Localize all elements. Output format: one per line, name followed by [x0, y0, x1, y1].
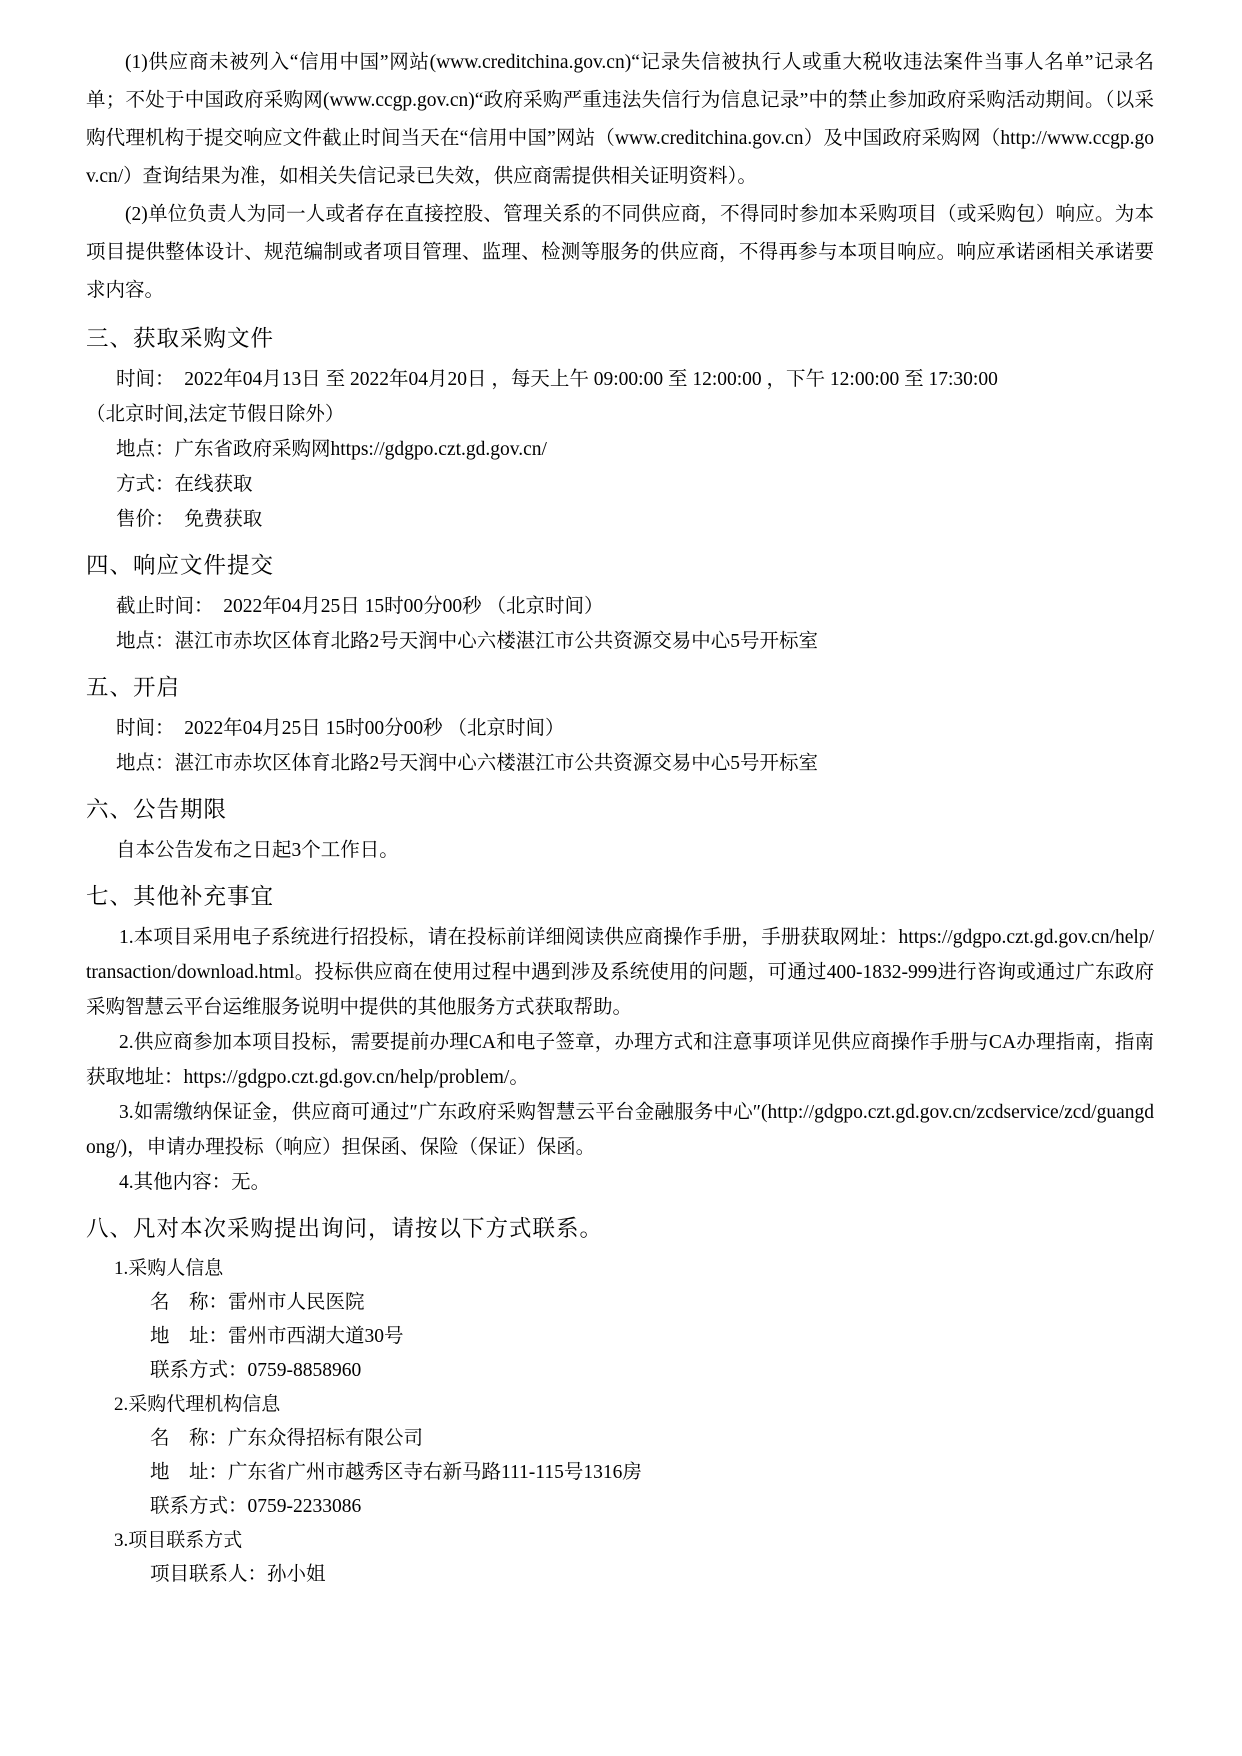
- intro-paragraph-1: (1)供应商未被列入“信用中国”网站(www.creditchina.gov.cn)“记录失信被执行人或重大税收违法案件当事人名单”记录名单；不处于中国政府采购网(www.ccgp.gov.cn)“政府采购严重违法失信行为信息记录”中的禁止参加政府采购活动期间。（以采购代理机构于提交响应文件截止时间当天在“信用中国”网站（www.creditchina.gov.cn）及中国政府采购网（http://www.ccgp.gov.cn/）查询结果为准，如相关失信记录已失效，供应商需提供相关证明资料）。: [86, 52, 1154, 187]
- obtain-place-line: 地点：广东省政府采购网https://gdgpo.czt.gd.gov.cn/: [116, 439, 547, 460]
- section-heading-supplementary: 七、其他补充事宜: [86, 884, 275, 909]
- buyer-contact-line: 联系方式：0759-8858960: [150, 1360, 362, 1381]
- section-heading-obtain-documents: 三、获取采购文件: [86, 326, 275, 351]
- agency-contact-line: 联系方式：0759-2233086: [150, 1496, 362, 1517]
- announcement-period-line: 自本公告发布之日起3个工作日。: [116, 840, 399, 861]
- buyer-address-line: 地 址：雷州市西湖大道30号: [150, 1326, 404, 1347]
- intro-paragraph-2: (2)单位负责人为同一人或者存在直接控股、管理关系的不同供应商，不得同时参加本采购项目（或采购包）响应。为本项目提供整体设计、规范编制或者项目管理、监理、检测等服务的供应商，不得再参与本项目响应。响应承诺函相关承诺要求内容。: [86, 204, 1154, 301]
- obtain-time-note: （北京时间,法定节假日除外）: [86, 404, 345, 425]
- project-contact-line: 项目联系人：孙小姐: [150, 1564, 326, 1585]
- section-heading-announcement-period: 六、公告期限: [86, 797, 228, 822]
- supplementary-item-1: 1.本项目采用电子系统进行招投标，请在投标前详细阅读供应商操作手册，手册获取网址：https://gdgpo.czt.gd.gov.cn/help/transaction/download.html。投标供应商在使用过程中遇到涉及系统使用的问题，可通过400-1832-999进行咨询或通过广东政府采购智慧云平台运维服务说明中提供的其他服务方式获取帮助。: [86, 927, 1154, 1018]
- agency-address-line: 地 址：广东省广州市越秀区寺右新马路111-115号1316房: [150, 1462, 642, 1483]
- buyer-name-line: 名 称：雷州市人民医院: [150, 1292, 365, 1313]
- section-heading-opening: 五、开启: [86, 675, 181, 700]
- opening-place-line: 地点：湛江市赤坎区体育北路2号天润中心六楼湛江市公共资源交易中心5号开标室: [116, 753, 819, 774]
- supplementary-item-3: 3.如需缴纳保证金，供应商可通过″广东政府采购智慧云平台金融服务中心″(http://gdgpo.czt.gd.gov.cn/zcdservice/zcd/guangdong/)，申请办理投标（响应）担保函、保险（保证）保函。: [86, 1102, 1154, 1158]
- agency-info-title: 2.采购代理机构信息: [114, 1394, 281, 1415]
- supplementary-item-4: 4.其他内容：无。: [119, 1172, 271, 1193]
- section-heading-submission: 四、响应文件提交: [86, 553, 275, 578]
- section-heading-contact: 八、凡对本次采购提出询问，请按以下方式联系。: [86, 1216, 604, 1241]
- buyer-info-title: 1.采购人信息: [114, 1258, 224, 1279]
- obtain-time-line: 时间： 2022年04月13日 至 2022年04月20日 ，每天上午 09:00:00 至 12:00:00 ，下午 12:00:00 至 17:30:00: [116, 369, 998, 390]
- submission-deadline-line: 截止时间： 2022年04月25日 15时00分00秒 （北京时间）: [116, 596, 604, 617]
- agency-name-line: 名 称：广东众得招标有限公司: [150, 1428, 424, 1449]
- opening-time-line: 时间： 2022年04月25日 15时00分00秒 （北京时间）: [116, 718, 565, 739]
- supplementary-item-2: 2.供应商参加本项目投标，需要提前办理CA和电子签章，办理方式和注意事项详见供应商操作手册与CA办理指南，指南获取地址：https://gdgpo.czt.gd.gov.cn/help/problem/。: [86, 1032, 1154, 1088]
- submission-place-line: 地点：湛江市赤坎区体育北路2号天润中心六楼湛江市公共资源交易中心5号开标室: [116, 631, 819, 652]
- obtain-price-line: 售价： 免费获取: [116, 509, 263, 530]
- project-contact-title: 3.项目联系方式: [114, 1530, 243, 1551]
- obtain-method-line: 方式：在线获取: [116, 474, 253, 495]
